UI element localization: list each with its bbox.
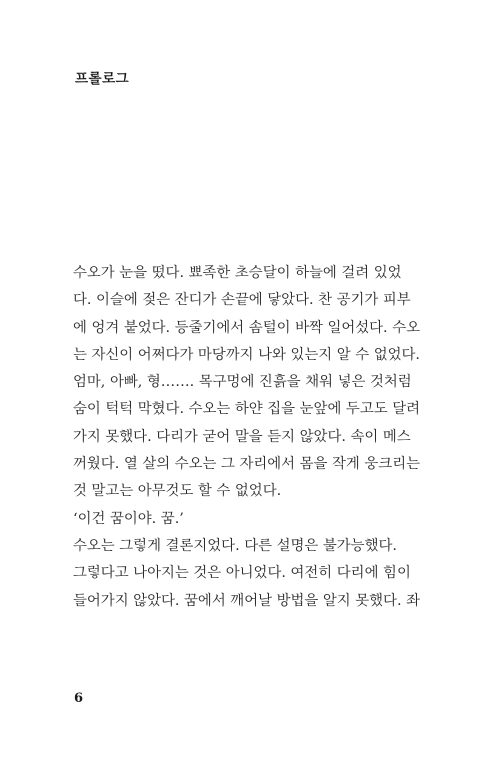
text-line: 그렇다고 나아지는 것은 아니었다. 여전히 다리에 힘이 xyxy=(73,565,411,582)
body-text xyxy=(73,260,433,615)
text-line: 수오는 그렇게 결론지었다. 다른 설명은 불가능했다. xyxy=(73,537,397,554)
text-line: 것 말고는 아무것도 할 수 없었다. xyxy=(73,483,282,500)
page-number: 6 xyxy=(74,691,84,706)
text-line: ‘이건 꿈이야. 꿈.’ xyxy=(73,510,184,527)
text-line: 다. 이슬에 젖은 잔디가 손끝에 닿았다. 찬 공기가 피부 xyxy=(73,292,411,309)
text-line: 는 자신이 어쩌다가 마당까지 나와 있는지 알 수 없었다. xyxy=(73,346,421,363)
chapter-title: 프롤로그 xyxy=(75,71,130,87)
text-line: 들어가지 않았다. 꿈에서 깨어날 방법을 알지 못했다. 좌 xyxy=(73,592,421,609)
text-line: 가지 못했다. 다리가 굳어 말을 듣지 않았다. 속이 메스 xyxy=(73,428,411,445)
text-line: 꺼웠다. 열 살의 수오는 그 자리에서 몸을 작게 웅크리는 xyxy=(73,456,421,473)
text-line: 수오가 눈을 떴다. 뾰족한 초승달이 하늘에 걸려 있었 xyxy=(73,265,402,281)
text-line: 숨이 턱턱 막혔다. 수오는 하얀 집을 눈앞에 두고도 달려 xyxy=(73,401,421,418)
text-line: 엄마, 아빠, 형……. 목구멍에 진흙을 채워 넣은 것처럼 xyxy=(73,374,412,391)
text-line: 에 엉겨 붙었다. 등줄기에서 솜털이 바짝 일어섰다. 수오 xyxy=(73,319,421,336)
